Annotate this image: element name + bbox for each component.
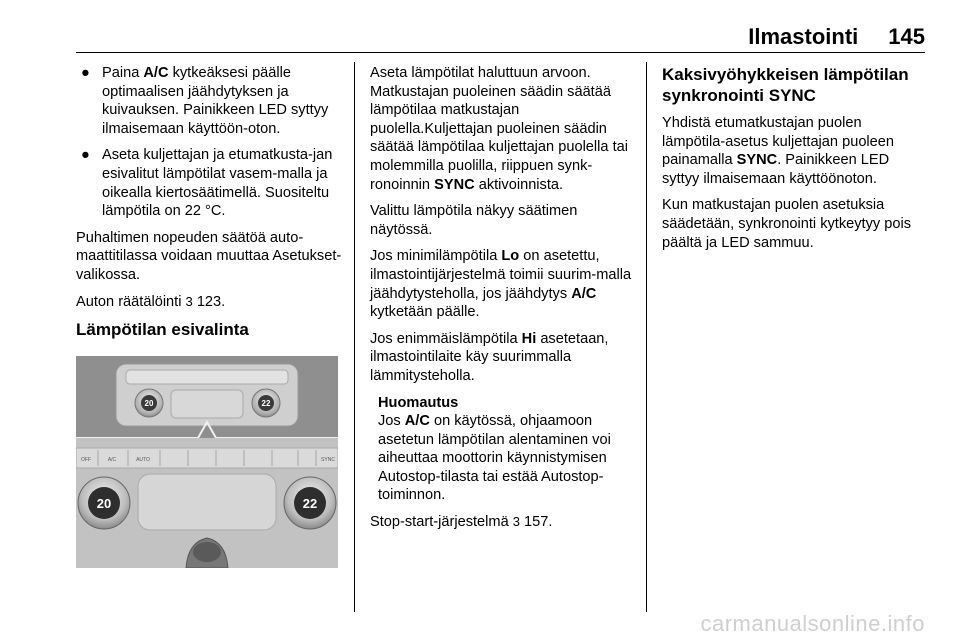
column-3: [662, 64, 928, 260]
key-ac: A/C: [571, 285, 597, 302]
small-left-display: 20: [144, 399, 154, 408]
figure-button-off: OFF: [81, 457, 91, 463]
climate-control-figure: [76, 356, 338, 568]
column-1: [76, 64, 344, 350]
bullet-item: ● Paina A/C kytkeäksesi päälle optimaalisen jäähdytyksen ja kuivauksen. Painikkeen LED syttyy ilmaisemaan käyttöön-oton.: [81, 65, 329, 137]
section-heading: Kaksivyöhykkeisen lämpötilan synkronointi SYNC: [662, 65, 909, 105]
section-heading: Lämpötilan esivalinta: [76, 320, 249, 340]
paragraph: Kun matkustajan puolen asetuksia säädetään, synkronointi kytkeytyy pois päältä ja LED sammuu.: [662, 197, 912, 251]
column-divider-1: [354, 62, 355, 612]
key-sync: SYNC: [434, 176, 475, 193]
figure-button-auto: AUTO: [136, 457, 150, 463]
figure-button-sync: SYNC: [321, 457, 335, 463]
header-title: Ilmastointi: [748, 24, 859, 49]
paragraph: Valittu lämpötila näkyy säätimen näytössä.: [370, 203, 578, 238]
key-hi: Hi: [521, 330, 537, 347]
paragraph-crossref: Auton räätälöinti 3 123.: [76, 293, 226, 310]
paragraph: Puhaltimen nopeuden säätöä auto-maattitilassa voidaan muuttaa Asetukset-valikossa.: [76, 229, 342, 283]
key-sync: SYNC: [736, 152, 778, 169]
paragraph: Aseta lämpötilat haluttuun arvoon. Matkustajan puoleinen säädin säätää lämpötilaa matkustajan puolella.Kuljettajan puoleinen säädin säätää lämpötilaa kuljettajan puolella tai molemmilla puolilla, riippuen synk-ronoinnin SYNC aktivoinnista.: [370, 65, 628, 193]
paragraph: Jos enimmäislämpötila Hi asetetaan, ilmastointilaite käy suurimmalla lämmitysteholla.: [370, 330, 609, 384]
right-temperature-display: 22: [302, 496, 318, 511]
page-header: [748, 24, 925, 50]
key-ac: A/C: [404, 413, 430, 430]
page-ref-icon: 3: [185, 293, 193, 309]
column-divider-2: [646, 62, 647, 612]
key-lo: Lo: [501, 248, 520, 265]
paragraph-crossref: Stop-start-järjestelmä 3 157.: [370, 514, 553, 531]
bullet-dot-icon: ●: [81, 147, 90, 164]
paragraph: Yhdistä etumatkustajan puolen lämpötila-asetus kuljettajan puoleen painamalla SYNC. Painikkeen LED syttyy ilmaisemaan käyttöönoton.: [662, 115, 895, 187]
paragraph: Jos minimilämpötila Lo on asetettu, ilmastointijärjestelmä toimii suurim-malla jäähdytysteholla, jos jäähdytys A/C kytketään päälle.: [370, 248, 632, 321]
bullet-dot-icon: ●: [81, 65, 90, 81]
note-box: [370, 394, 636, 506]
small-right-display: 22: [261, 399, 271, 408]
watermark: carmanualsonline.info: [700, 611, 925, 636]
climate-panel-illustration: [76, 356, 338, 568]
page-number: 145: [888, 24, 925, 49]
left-temperature-display: 20: [96, 496, 112, 511]
figure-button-ac: A/C: [107, 457, 117, 463]
bullet-item: ● Aseta kuljettajan ja etumatkusta-jan esivalitut lämpötilat vasem-malla ja oikealla kiertosäätimellä. Suositeltu lämpötila on 22 °C.: [81, 147, 333, 220]
column-2: [370, 64, 636, 540]
note-title: Huomautus: [378, 394, 459, 411]
key-ac: A/C: [143, 65, 169, 81]
page-ref-icon: 3: [512, 514, 520, 530]
header-rule: [76, 52, 925, 53]
note-text: Jos A/C on käytössä, ohjaamoon asetetun lämpötilan alentaminen voi aiheuttaa moottorin käynnistymisen Autostop-tilasta tai estää Autostop-toiminnon.: [378, 413, 611, 504]
